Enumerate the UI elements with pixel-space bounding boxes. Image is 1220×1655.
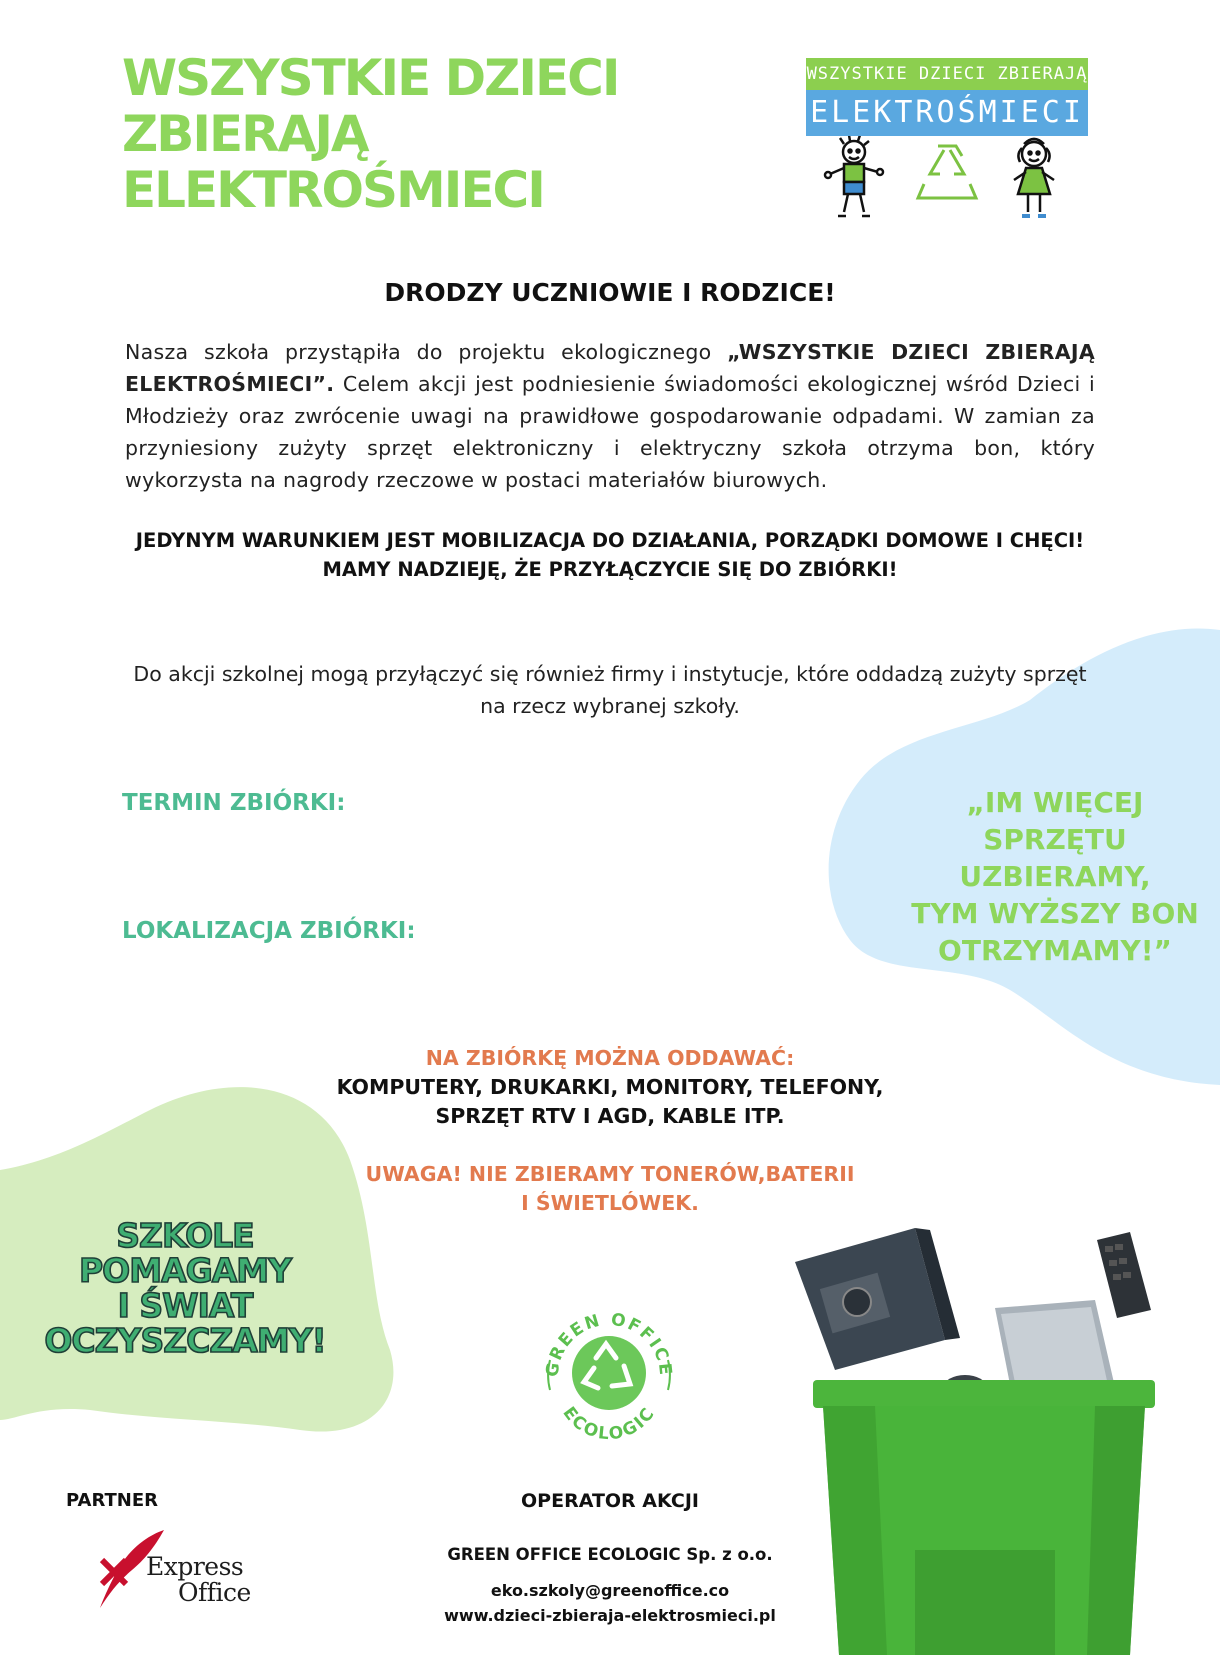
operator-label: OPERATOR AKCJI — [521, 1490, 699, 1512]
logo-word-express: Express — [146, 1552, 244, 1581]
location-label: LOKALIZACJA ZBIÓRKI: — [122, 918, 416, 944]
green-bin-icon — [813, 1380, 1155, 1655]
quote-line-4: OTRZYMAMY!” — [938, 934, 1172, 967]
intro-paragraph — [125, 336, 1095, 496]
logo-word-office: Office — [178, 1578, 251, 1607]
pc-tower-icon — [795, 1228, 960, 1370]
green-office-ecologic-logo — [536, 1300, 682, 1446]
condition-statement — [0, 526, 1220, 584]
greeting-heading: DRODZY UCZNIOWIE I RODZICE! — [384, 278, 836, 307]
operator-website[interactable]: www.dzieci-zbieraja-elektrosmieci.pl — [444, 1606, 776, 1625]
eco-logo-top-text: GREEN OFFICE — [542, 1309, 676, 1378]
partner-label: PARTNER — [66, 1490, 159, 1511]
date-label: TERMIN ZBIÓRKI: — [122, 790, 346, 816]
condition-line-2: MAMY NADZIEJĘ, ŻE PRZYŁĄCZYCIE SIĘ DO ZBIÓRKI! — [322, 558, 898, 581]
slogan-line-1: SZKOLE — [116, 1216, 254, 1255]
quote-callout — [890, 784, 1220, 969]
slogan-line-4: OCZYSZCZAMY! — [44, 1321, 326, 1360]
keyboard-icon — [1097, 1232, 1151, 1318]
e-waste-bin-image — [795, 1220, 1175, 1655]
quote-line-2: UZBIERAMY, — [959, 860, 1151, 893]
operator-email[interactable]: eko.szkoly@greenoffice.co — [490, 1581, 730, 1600]
slogan-line-3: I ŚWIAT — [117, 1286, 253, 1325]
project-name: „WSZYSTKIE DZIECI ZBIERAJĄ ELEKTROŚMIECI”. — [125, 340, 1095, 396]
page-title — [122, 50, 618, 218]
kids-recycling-icon — [806, 136, 1088, 222]
logo-top-text: WSZYSTKIE DZIECI ZBIERAJĄ — [806, 58, 1088, 90]
quote-line-1: „IM WIĘCEJ SPRZĘTU — [966, 786, 1144, 856]
title-line-2: ZBIERAJĄ — [122, 105, 368, 163]
accepted-items-line-2: SPRZĘT RTV I AGD, KABLE ITP. — [435, 1104, 785, 1128]
express-office-logo — [96, 1526, 256, 1610]
firms-paragraph: Do akcji szkolnej mogą przyłączyć się również firmy i instytucje, które oddadzą zużyty sprzęt na rzecz wybranej szkoły. — [133, 662, 1087, 718]
intro-body: Celem akcji jest podniesienie świadomości ekologicznej wśród Dzieci i Młodzieży oraz zwrócenie uwagi na prawidłowe gospodarowanie odpadami. W zamian za przyniesiony zużyty sprzęt elektroniczny i elektryczny szkoła otrzyma bon, który wykorzysta na nagrody rzeczowe w postaci materiałów biurowych. — [125, 372, 1095, 492]
operator-company: GREEN OFFICE ECOLOGIC Sp. z o.o. — [447, 1545, 773, 1564]
condition-line-1: JEDYNYM WARUNKIEM JEST MOBILIZACJA DO DZIAŁANIA, PORZĄDKI DOMOWE I CHĘCI! — [135, 529, 1085, 552]
quote-line-3: TYM WYŻSZY BON — [911, 897, 1199, 930]
exclusions-warning — [0, 1160, 1220, 1218]
slogan — [20, 1218, 350, 1358]
intro-lead: Nasza szkoła przystąpiła do projektu ekologicznego — [125, 340, 728, 364]
accepted-items-heading: NA ZBIÓRKĘ MOŻNA ODDAWAĆ: — [425, 1046, 795, 1070]
logo-band-text: ELEKTROŚMIECI — [806, 90, 1088, 136]
accepted-items — [0, 1044, 1220, 1131]
eco-logo-bottom-text: ECOLOGIC — [558, 1403, 660, 1445]
campaign-logo — [806, 58, 1088, 222]
slogan-line-2: POMAGAMY — [79, 1251, 291, 1290]
operator-contact — [400, 1578, 820, 1628]
warning-line-2: I ŚWIETLÓWEK. — [521, 1191, 699, 1215]
warning-line-1: UWAGA! NIE ZBIERAMY TONERÓW,BATERII — [365, 1162, 855, 1186]
title-line-3: ELEKTROŚMIECI — [122, 161, 544, 219]
title-line-1: WSZYSTKIE DZIECI — [122, 49, 619, 107]
accepted-items-line-1: KOMPUTERY, DRUKARKI, MONITORY, TELEFONY, — [336, 1075, 884, 1099]
